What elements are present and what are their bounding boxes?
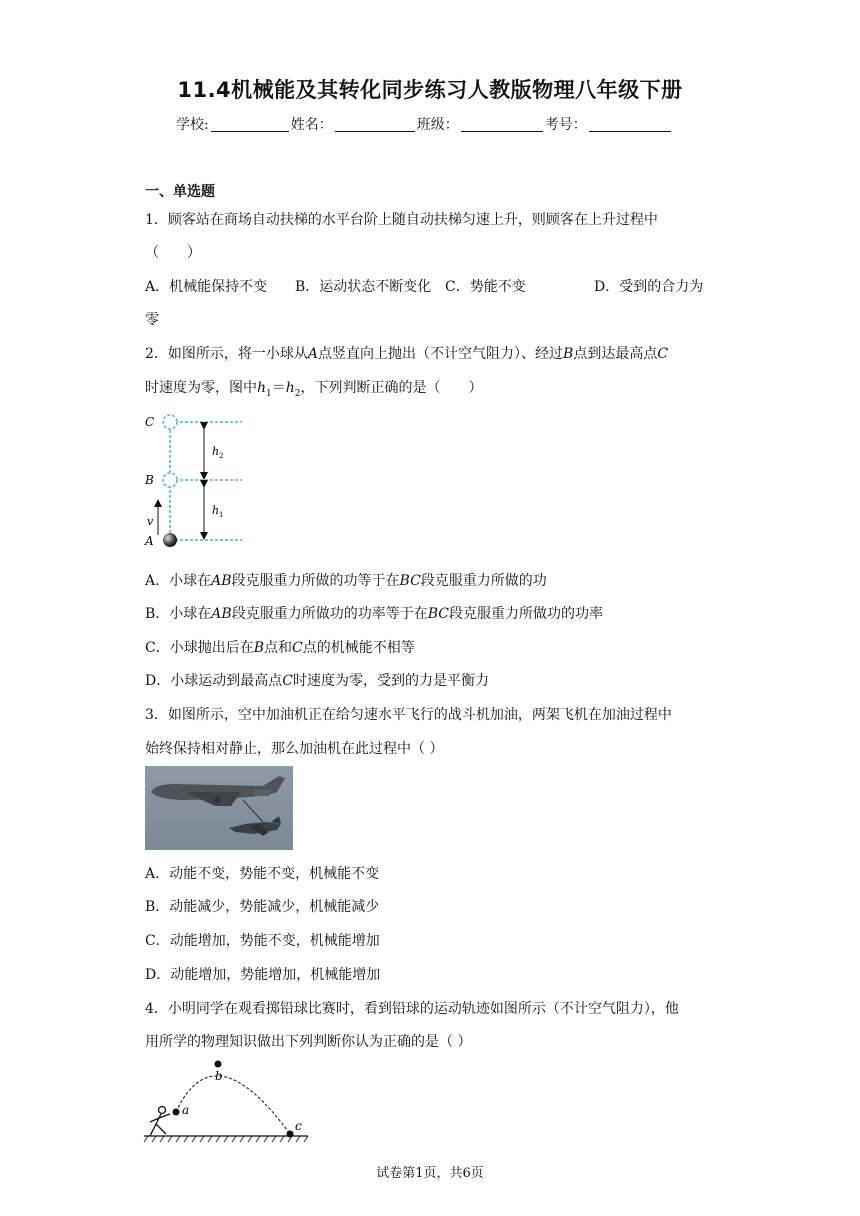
q2-eq: ＝: [271, 380, 286, 396]
q2-a-text: 段克服重力所做的功: [420, 573, 547, 589]
class-label: 班级：: [416, 117, 459, 133]
q2-c-c: C: [292, 640, 303, 656]
class-blank: [461, 117, 543, 132]
q1-options: [145, 276, 703, 296]
q2-d-c: C: [282, 673, 293, 689]
exam-no-label: 考号：: [544, 117, 587, 133]
q1-option-a: A．机械能保持不变: [145, 279, 268, 295]
q2-text: 时速度为零，图中: [145, 380, 257, 396]
q2-c-text: 点的机械能不相等: [302, 640, 415, 656]
q2-option-d: [145, 670, 489, 690]
q2-a-text: 段克服重力所做的功等于在: [231, 573, 400, 589]
q2-d-text: 时速度为零，受到的力是平衡力: [292, 673, 489, 689]
name-blank: [335, 117, 415, 132]
q2-a-ab: AB: [211, 573, 232, 589]
q4-shotput-figure: [142, 1058, 312, 1146]
q2-text: 点竖直向上抛出（不计空气阻力）、经过: [318, 346, 564, 362]
q4-stem-line1: 4．小明同学在观看掷铅球比赛时，看到铅球的运动轨迹如图所示（不计空气阻力），他: [145, 1001, 679, 1017]
q1-option-d: D．受到的合力为: [594, 279, 704, 295]
q2-point-b: B: [563, 346, 574, 362]
school-label: 学校:: [176, 117, 209, 133]
q2-text: ，下列判断正确的是（ ）: [300, 380, 483, 396]
q2-b-text: 段克服重力所做功的功率等于在: [231, 606, 428, 622]
trajectory: [176, 1076, 290, 1134]
page-title: 11.4机械能及其转化同步练习人教版物理八年级下册: [177, 78, 683, 102]
q1-option-c: C．势能不变: [445, 279, 526, 295]
q2-option-b: [145, 603, 603, 623]
page-footer: 试卷第1页，共6页: [376, 1166, 484, 1181]
q2-text: 2．如图所示，将一小球从: [145, 346, 308, 362]
student-info: [176, 114, 673, 134]
q2-c-text: C．小球抛出后在: [145, 640, 254, 656]
name-label: 姓名：: [290, 117, 333, 133]
fig-label-b: B: [145, 473, 154, 487]
ball-position-b: [163, 473, 177, 487]
q3-option-c: C．动能增加，势能不变，机械能增加: [145, 933, 380, 949]
q2-stem-line1: [145, 343, 668, 363]
q2-option-a: [145, 570, 547, 590]
q2-c-text: 点和: [264, 640, 293, 656]
label-b: b: [215, 1069, 223, 1083]
q3-stem-line1: 3．如图所示，空中加油机正在给匀速水平飞行的战斗机加油，两架飞机在加油过程中: [145, 707, 672, 723]
ball-position-a: [163, 533, 177, 547]
fig-label-h2: h: [212, 445, 220, 458]
q1-stem-line1: 1．顾客站在商场自动扶梯的水平台阶上随自动扶梯匀速上升，则顾客在上升过程中: [145, 212, 658, 228]
q2-stem-line2: [145, 377, 483, 399]
q1-option-b: B．运动状态不断变化: [295, 279, 432, 295]
q2-figure: [142, 410, 252, 550]
q2-b-text: 段克服重力所做功的功率: [448, 606, 603, 622]
q1-option-d-cont: 零: [145, 312, 159, 328]
q2-h2: h: [285, 380, 295, 396]
q3-option-d: D．动能增加，势能增加，机械能增加: [145, 967, 381, 983]
q2-b-ab: AB: [211, 606, 232, 622]
q2-text: 点到达最高点: [573, 346, 658, 362]
q3-stem-line2: 始终保持相对静止，那么加油机在此过程中（ ）: [145, 741, 444, 757]
fig-label-v: v: [147, 515, 154, 528]
fig-label-h2-sub: 2: [219, 452, 224, 460]
q2-h1-sub: 1: [266, 388, 272, 399]
q2-d-text: D．小球运动到最高点: [145, 673, 283, 689]
q2-h1: h: [257, 380, 267, 396]
q2-point-c: C: [657, 346, 669, 362]
q3-option-b: B．动能减少，势能减少，机械能减少: [145, 899, 380, 915]
label-a: a: [182, 1103, 190, 1117]
fig-label-c: C: [145, 415, 155, 429]
label-c: c: [295, 1119, 302, 1133]
q2-a-bc: BC: [399, 573, 421, 589]
section-heading: 一、单选题: [145, 184, 215, 200]
ball-position-c: [163, 415, 177, 429]
point-a: [173, 1109, 180, 1116]
q2-b-bc: BC: [427, 606, 449, 622]
fig-label-h1-sub: 1: [219, 511, 224, 519]
q2-option-c: [145, 637, 415, 657]
q4-stem-line2: 用所学的物理知识做出下列判断你认为正确的是（ ）: [145, 1034, 472, 1050]
point-c: [287, 1131, 294, 1138]
q2-point-a: A: [307, 346, 319, 362]
q2-c-b: B: [253, 640, 265, 656]
q3-refueling-photo: [145, 766, 293, 850]
q1-stem-line2: （ ）: [145, 245, 201, 261]
school-blank: [211, 117, 289, 132]
q2-h2-sub: 2: [294, 388, 301, 399]
q3-option-a: A．动能不变，势能不变，机械能不变: [145, 866, 380, 882]
thrower-icon: [150, 1107, 170, 1137]
fig-label-h1: h: [212, 504, 220, 517]
q2-b-text: B．小球在: [145, 606, 212, 622]
point-b: [215, 1061, 222, 1068]
exam-no-blank: [589, 117, 671, 132]
q2-a-text: A．小球在: [145, 573, 212, 589]
fig-label-a: A: [145, 534, 154, 548]
